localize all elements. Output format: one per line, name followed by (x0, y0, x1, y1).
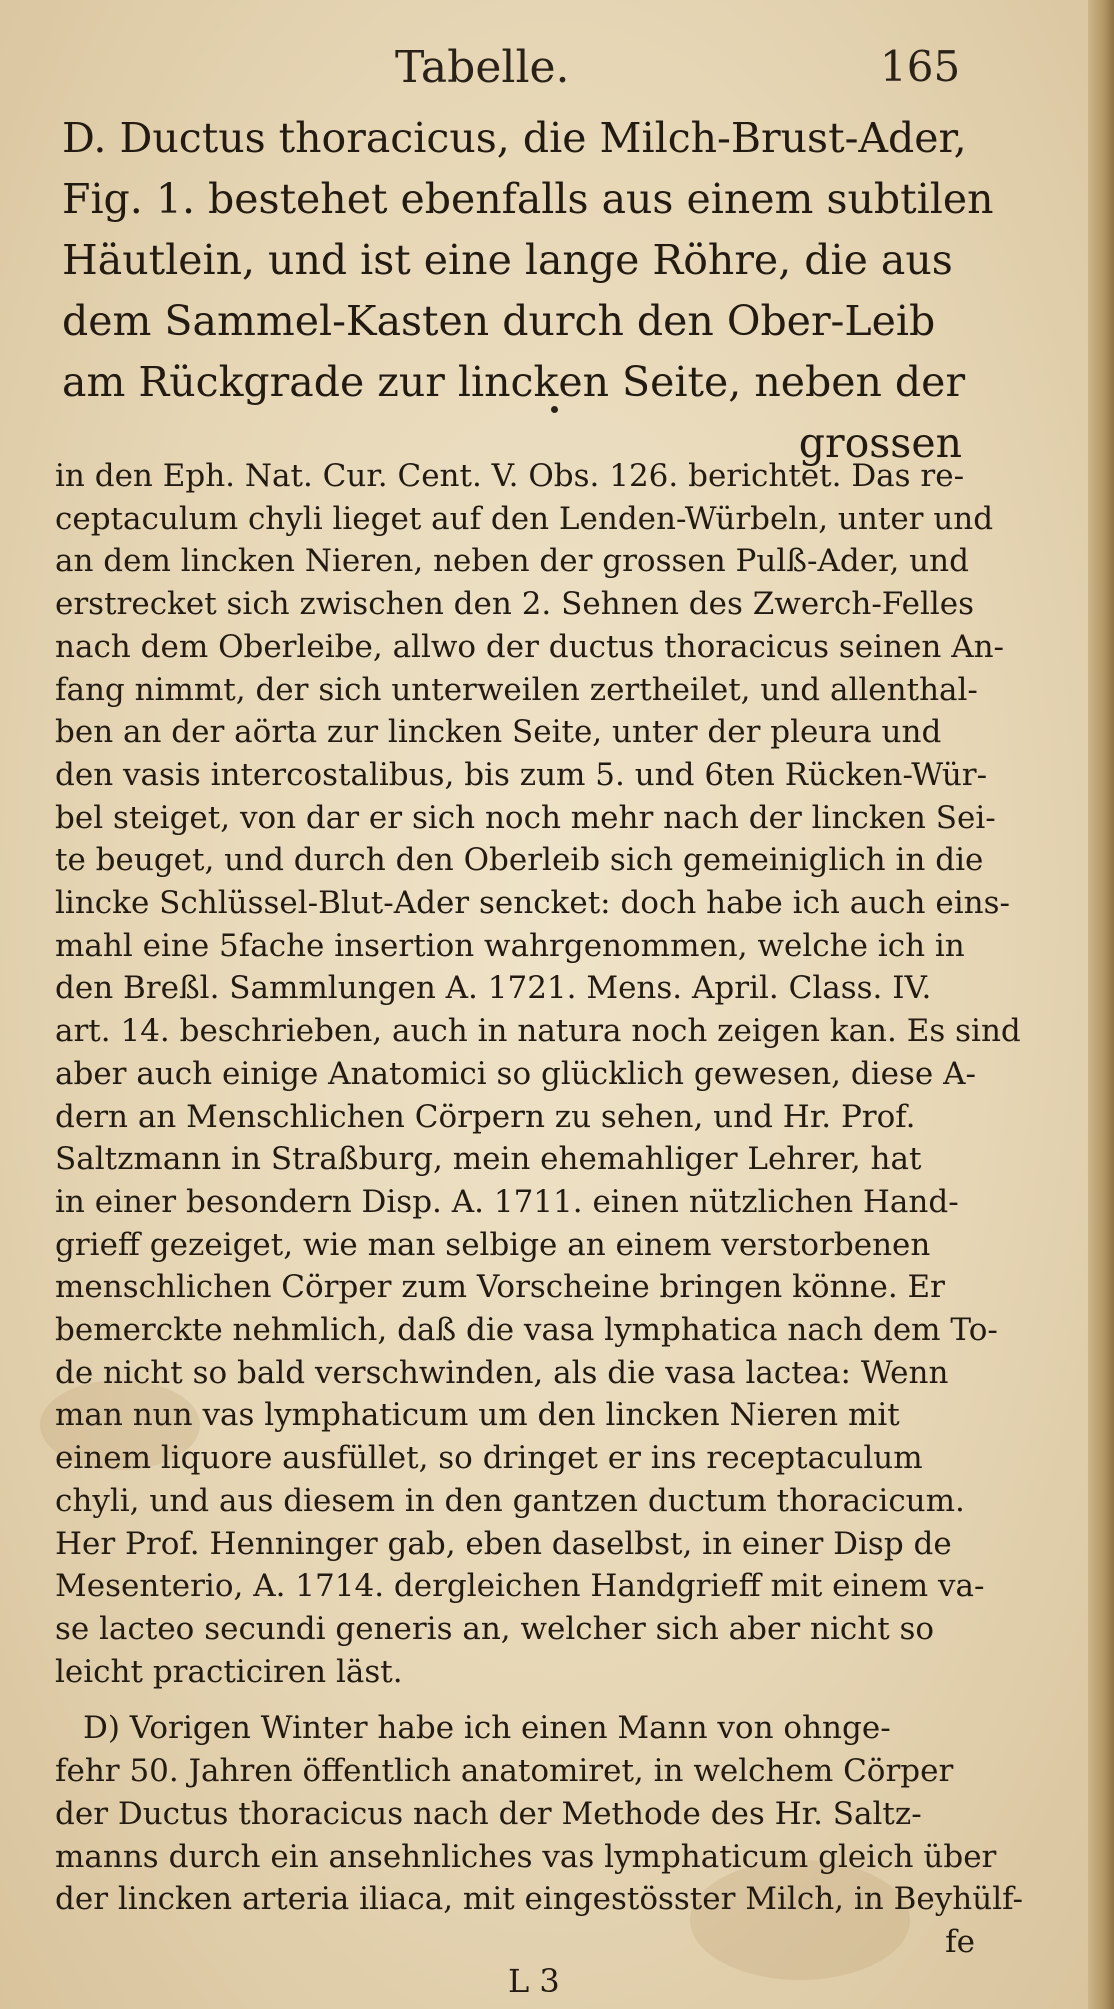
note-line: manns durch ein ansehnliches vas lymphaticum gleich über (55, 1838, 997, 1875)
page-spine-edge (1088, 0, 1114, 2009)
main-line: Fig. 1. bestehet ebenfalls aus einem subtilen (62, 175, 994, 223)
note-line: der Ductus thoracicus nach der Methode des Hr. Saltz- (55, 1795, 922, 1832)
note-line: den vasis intercostalibus, bis zum 5. und 6ten Rücken-Wür- (55, 756, 988, 793)
main-catchword: grossen (798, 419, 962, 467)
note-line: einem liquore ausfüllet, so dringet er ins receptaculum (55, 1440, 923, 1477)
main-line: Häutlein, und ist eine lange Röhre, die aus (62, 236, 953, 284)
note-line: se lacteo secundi generis an, welcher sich aber nicht so (55, 1610, 935, 1647)
note-line: menschlichen Cörper zum Vorscheine bringen könne. Er (55, 1269, 945, 1306)
note-line: erstrecket sich zwischen den 2. Sehnen des Zwerch-Felles (55, 586, 975, 623)
page-header (0, 42, 1114, 102)
page-number: 165 (880, 42, 961, 91)
note-line: art. 14. beschrieben, auch in natura noch zeigen kan. Es sind (55, 1013, 1021, 1050)
note-line: in einer besondern Disp. A. 1711. einen nützlichen Hand- (55, 1183, 959, 1220)
note-line: fang nimmt, der sich unterweilen zertheilet, und allenthal- (55, 671, 978, 708)
note-line: bel steiget, von dar er sich noch mehr nach der lincken Sei- (55, 799, 996, 836)
main-line: dem Sammel-Kasten durch den Ober-Leib (62, 297, 936, 345)
note-line: in den Eph. Nat. Cur. Cent. V. Obs. 126. berichtet. Das re- (55, 458, 965, 494)
note-line: man nun vas lymphaticum um den lincken Nieren mit (55, 1397, 900, 1434)
note-line: ceptaculum chyli lieget auf den Lenden-Würbeln, unter und (55, 500, 994, 537)
note-line: chyli, und aus diesem in den gantzen ductum thoracicum. (55, 1482, 965, 1519)
separator-dot (551, 406, 558, 413)
note-line: fehr 50. Jahren öffentlich anatomiret, in welchem Cörper (55, 1753, 954, 1790)
note-line: lincke Schlüssel-Blut-Ader sencket: doch habe ich auch eins- (55, 885, 1010, 922)
note-line: an dem lincken Nieren, neben der grossen Pulß-Ader, und (55, 543, 969, 580)
note-line: D) Vorigen Winter habe ich einen Mann von ohnge- (83, 1710, 891, 1747)
signature-mark: L 3 (508, 1962, 560, 2000)
paragraph-gap (55, 1693, 975, 1707)
note-line: bemerckte nehmlich, daß die vasa lymphatica nach dem To- (55, 1312, 998, 1349)
note-line: Saltzmann in Straßburg, mein ehemahliger Lehrer, hat (55, 1141, 922, 1178)
note-line: ben an der aörta zur lincken Seite, unter der pleura und (55, 714, 942, 751)
note-line: mahl eine 5fache insertion wahrgenommen, welche ich in (55, 927, 965, 964)
footnote-block (55, 455, 1023, 1964)
note-line: leicht practiciren läst. (55, 1653, 403, 1690)
main-paragraph (62, 108, 994, 474)
note-catchword: fe (945, 1923, 975, 1960)
note-line: grieff gezeiget, wie man selbige an einem verstorbenen (55, 1226, 931, 1263)
note-line: dern an Menschlichen Cörpern zu sehen, und Hr. Prof. (55, 1098, 916, 1135)
note-line: der lincken arteria iliaca, mit eingestösster Milch, in Beyhülf- (55, 1881, 1023, 1918)
note-line: te beuget, und durch den Oberleib sich gemeiniglich in die (55, 842, 984, 879)
running-title: Tabelle. (395, 42, 570, 93)
main-line: D. Ductus thoracicus, die Milch-Brust-Ader, (62, 114, 967, 162)
note-line: de nicht so bald verschwinden, als die vasa lactea: Wenn (55, 1354, 949, 1391)
note-line: nach dem Oberleibe, allwo der ductus thoracicus seinen An- (55, 628, 1005, 665)
note-line: aber auch einige Anatomici so glücklich gewesen, diese A- (55, 1055, 976, 1092)
main-line: am Rückgrade zur lincken Seite, neben der (62, 358, 966, 406)
note-line: Mesenterio, A. 1714. dergleichen Handgrieff mit einem va- (55, 1568, 985, 1605)
note-line: Her Prof. Henninger gab, eben daselbst, in einer Disp de (55, 1525, 952, 1562)
note-line: den Breßl. Sammlungen A. 1721. Mens. April. Class. IV. (55, 970, 932, 1007)
